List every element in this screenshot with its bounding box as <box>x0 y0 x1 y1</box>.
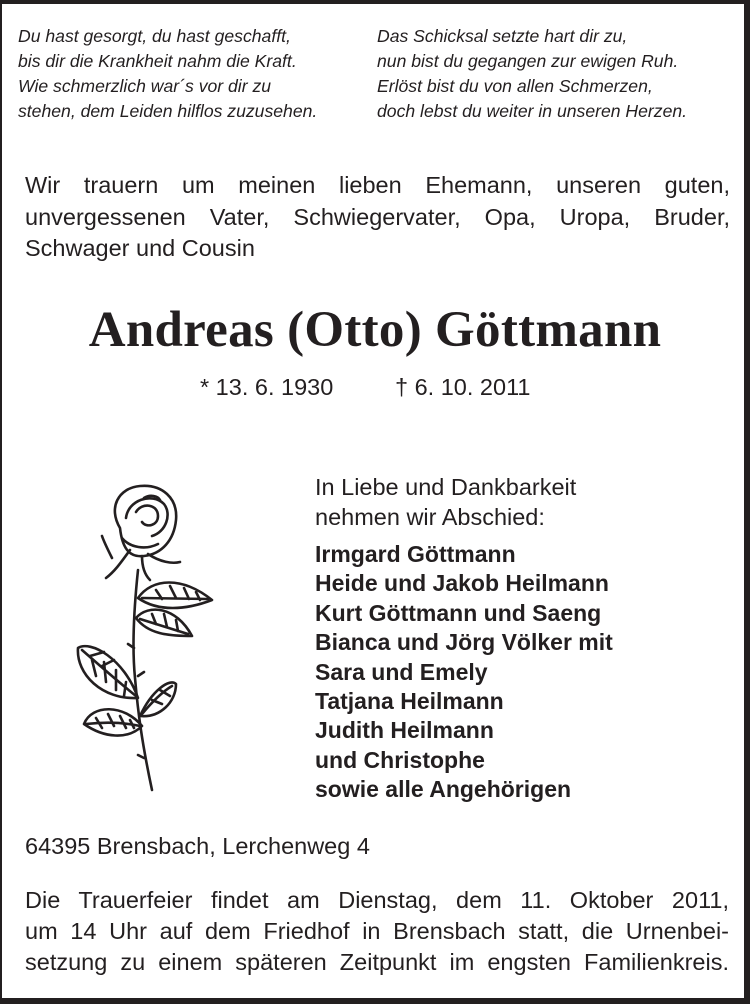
poem-line: Erlöst bist du von allen Schmerzen, <box>377 76 653 96</box>
birth-date: * 13. 6. 1930 <box>200 374 334 400</box>
family-address: 64395 Brensbach, Lerchenweg 4 <box>25 833 370 859</box>
poem-line: nun bist du gegangen zur ewigen Ruh. <box>377 51 679 71</box>
poem-line: stehen, dem Leiden hilflos zuzusehen. <box>18 101 318 121</box>
mourner-line: Kurt Göttmann und Saeng <box>315 599 602 626</box>
intro-line: Wir trauern um meinen lieben Ehemann, unseren guten, <box>25 172 730 198</box>
mourners-list <box>315 540 613 805</box>
service-line: um 14 Uhr auf dem Friedhof in Brensbach statt, die Urnenbei- <box>25 918 729 944</box>
farewell-line: nehmen wir Abschied: <box>315 504 545 530</box>
service-line: setzung zu einem späteren Zeitpunkt im engsten Familienkreis. <box>25 949 729 975</box>
intro-line: Schwager und Cousin <box>25 235 255 261</box>
intro-line: unvergessenen Vater, Schwiegervater, Opa, Uropa, Bruder, <box>25 203 730 230</box>
mourner-line: Heide und Jakob Heilmann <box>315 570 609 597</box>
mourner-line: Judith Heilmann <box>315 717 494 744</box>
mourner-line: und Christophe <box>315 746 485 773</box>
deceased-name: Andreas (Otto) Göttmann <box>88 302 662 358</box>
mourner-line: Irmgard Göttmann <box>315 541 516 567</box>
death-date: † 6. 10. 2011 <box>395 374 531 400</box>
poem-line: Wie schmerzlich war´s vor dir zu <box>18 76 272 96</box>
rose-icon <box>72 478 222 798</box>
poem-line: doch lebst du weiter in unseren Herzen. <box>377 101 688 121</box>
mourning-intro <box>25 170 730 265</box>
mourner-line: sowie alle Angehörigen <box>315 776 572 803</box>
funeral-service-info <box>25 885 729 978</box>
mourner-line: Tatjana Heilmann <box>315 688 504 715</box>
poem-left-stanza <box>18 24 317 124</box>
farewell-text <box>315 472 576 532</box>
farewell-line: In Liebe und Dankbarkeit <box>315 474 577 500</box>
service-line: Die Trauerfeier findet am Dienstag, dem 11. Oktober 2011, <box>25 887 729 913</box>
poem-line: Das Schicksal setzte hart dir zu, <box>377 26 628 46</box>
poem-right-stanza <box>377 24 687 124</box>
mourner-line: Bianca und Jörg Völker mit <box>315 629 613 656</box>
poem-line: bis dir die Krankheit nahm die Kraft. <box>18 51 297 71</box>
poem-line: Du hast gesorgt, du hast geschafft, <box>18 26 291 46</box>
mourner-line: Sara und Emely <box>315 658 488 685</box>
